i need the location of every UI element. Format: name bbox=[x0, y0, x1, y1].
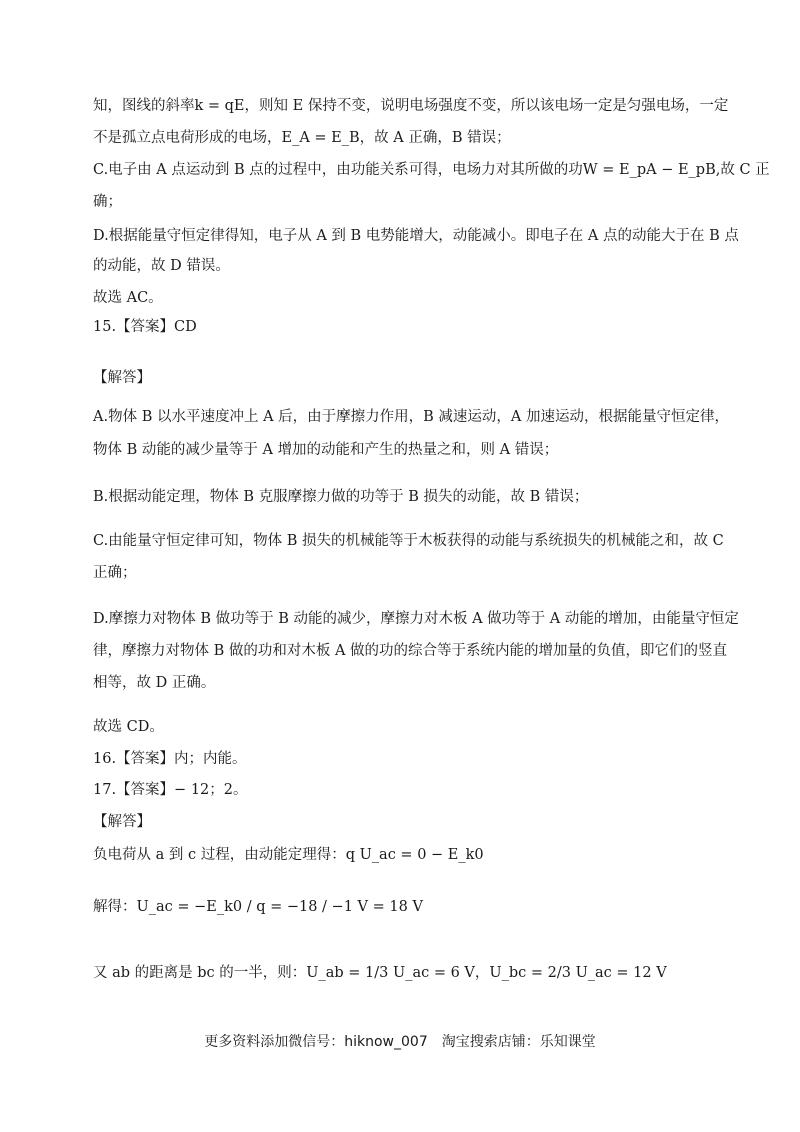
text-line: D.摩擦力对物体 B 做功等于 B 动能的减少，摩擦力对木板 A 做功等于 A 动能的增加，由能量守恒定 bbox=[93, 611, 739, 627]
text-line: 故选 CD。 bbox=[93, 719, 164, 735]
text-line: 相等，故 D 正确。 bbox=[93, 675, 216, 691]
text-line: 的动能，故 D 错误。 bbox=[93, 258, 230, 274]
page-footer: 更多资料添加微信号：hiknow_007 淘宝搜索店铺：乐知课堂 bbox=[204, 1034, 596, 1050]
text-line: 确； bbox=[93, 194, 122, 210]
text-line: 正确； bbox=[93, 565, 137, 581]
text-line: A.物体 B 以水平速度冲上 A 后，由于摩擦力作用，B 减速运动，A 加速运动，根据能量守恒定律， bbox=[93, 409, 729, 425]
text-line: B.根据动能定理，物体 B 克服摩擦力做的功等于 B 损失的动能，故 B 错误； bbox=[93, 489, 589, 505]
answer-heading: 16.【答案】内；内能。 bbox=[93, 751, 247, 767]
text-line: 物体 B 动能的减少量等于 A 增加的动能和产生的热量之和，则 A 错误； bbox=[93, 442, 559, 458]
text-line: D.根据能量守恒定律得知，电子从 A 到 B 电势能增大，动能减小。即电子在 A 点的动能大于在 B 点 bbox=[93, 228, 739, 244]
answer-heading: 15.【答案】CD bbox=[93, 319, 197, 335]
text-line: 不是孤立点电荷形成的电场，E_A = E_B，故 A 正确，B 错误； bbox=[93, 130, 511, 146]
equation-line: 负电荷从 a 到 c 过程，由动能定理得：q U_ac = 0 − E_k0 bbox=[93, 847, 484, 863]
text-line: C.由能量守恒定律可知，物体 B 损失的机械能等于木板获得的动能与系统损失的机械能之和，故 C bbox=[93, 533, 724, 549]
text-line: C.电子由 A 点运动到 B 点的过程中，由功能关系可得，电场力对其所做的功W = E_pA − E_pB,故 C 正 bbox=[93, 162, 770, 178]
equation-line: 解得：U_ac = −E_k0 / q = −18 / −1 V = 18 V bbox=[93, 899, 423, 915]
text-line: 故选 AC。 bbox=[93, 290, 163, 306]
solution-heading: 【解答】 bbox=[93, 814, 151, 830]
text-line: 知，图线的斜率k = qE，则知 E 保持不变，说明电场强度不变，所以该电场一定是匀强电场，一定 bbox=[93, 98, 729, 114]
answer-heading: 17.【答案】− 12；2。 bbox=[93, 782, 248, 798]
text-line: 律，摩擦力对物体 B 做的功和对木板 A 做的功的综合等于系统内能的增加量的负值，即它们的竖直 bbox=[93, 643, 728, 659]
solution-heading: 【解答】 bbox=[93, 370, 151, 386]
equation-line: 又 ab 的距离是 bc 的一半，则：U_ab = 1/3 U_ac = 6 V，U_bc = 2/3 U_ac = 12 V bbox=[93, 965, 667, 981]
